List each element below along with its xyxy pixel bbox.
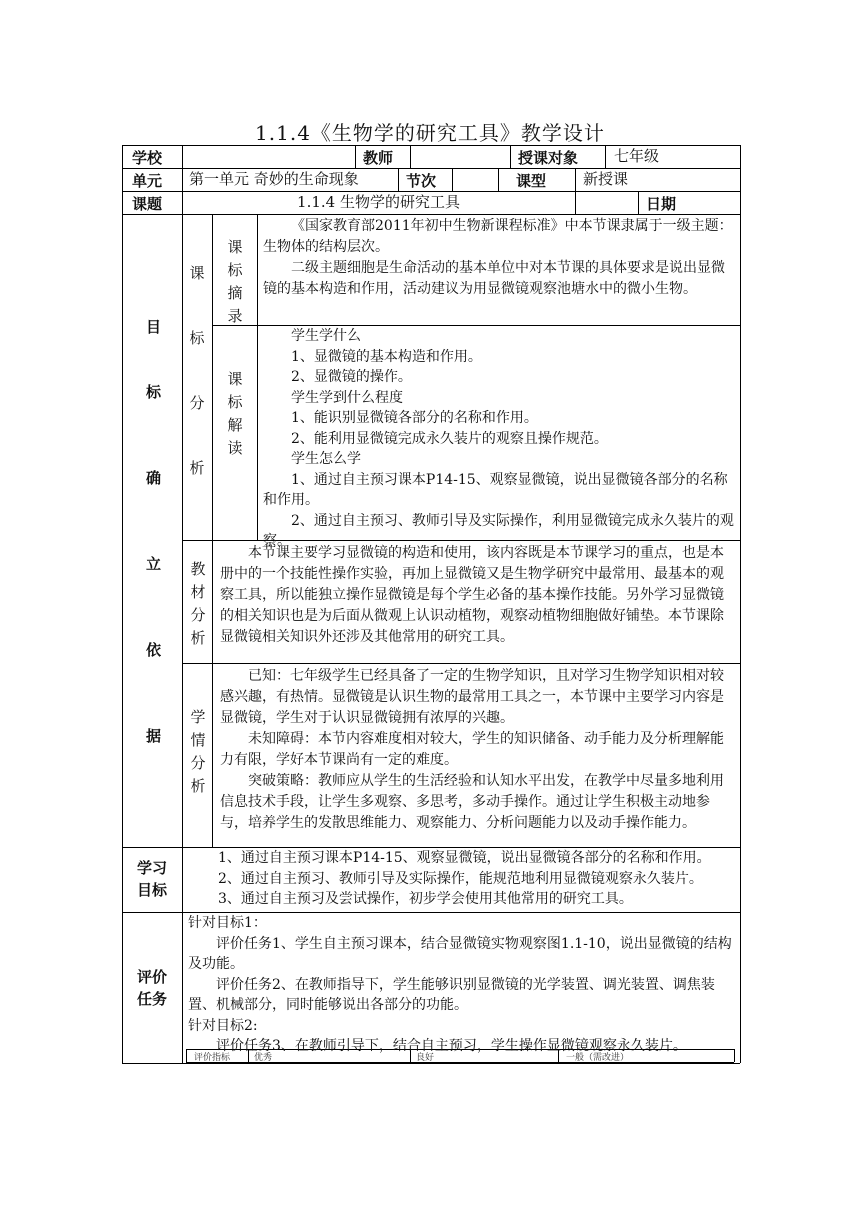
- curriculum-char: 标: [189, 329, 205, 347]
- section-label: 节次: [406, 172, 437, 190]
- textbook-analysis-label: [188, 558, 208, 650]
- task-item: 评价任务2、在教师指导下，学生能够识别显微镜的光学装置、调光装置、调焦装置、机械部分，同时能够说出各部分的功能。: [188, 976, 715, 1013]
- students-char: 分: [190, 754, 206, 772]
- interpret-line: 1、通过自主预习课本P14-15、观察显微镜，说出显微镜各部分的名称和作用。: [263, 471, 728, 508]
- basis-char: 立: [146, 555, 162, 573]
- goal-item: 2、通过自主预习、教师引导及实际操作，能规范地利用显微镜观察永久装片。: [218, 870, 703, 887]
- task-item: 评价任务1、学生自主预习课本，结合显微镜实物观察图1.1-10，说出显微镜的结构及功能。: [188, 935, 732, 972]
- school-label: 学校: [132, 149, 163, 167]
- excerpt-char: 录: [227, 307, 243, 325]
- task-target: 针对目标1：: [188, 915, 267, 931]
- excerpt-char: 摘: [227, 284, 243, 302]
- students-char: 析: [190, 777, 206, 795]
- task-target: 针对目标2:: [188, 1017, 258, 1034]
- interpret-line: 1、显微镜的基本构造和作用。: [291, 348, 482, 365]
- interpret-char: 课: [227, 370, 243, 388]
- interpret-line: 1、能识别显微镜各部分的名称和作用。: [291, 410, 538, 426]
- type-label: 课型: [516, 172, 547, 190]
- excerpt-char: 标: [227, 261, 243, 279]
- document-title: 1.1.4《生物学的研究工具》教学设计: [255, 121, 605, 145]
- interpret-line: 2、显微镜的操作。: [291, 369, 412, 385]
- textbook-char: 教: [190, 560, 206, 578]
- interpret-line: 学生怎么学: [291, 451, 361, 467]
- interpret-line: 2、通过自主预习、教师引导及实际操作，利用显微镜完成永久装片的观察。: [263, 512, 734, 549]
- unit-value: 第一单元 奇妙的生命现象: [189, 170, 359, 188]
- topic-label: 课题: [132, 195, 163, 213]
- textbook-char: 分: [190, 606, 206, 624]
- students-char: 学: [190, 708, 206, 726]
- curriculum-char: 分: [189, 394, 205, 412]
- students-char: 情: [190, 731, 206, 749]
- tasks-text: [188, 913, 736, 1057]
- goals-list: [218, 848, 738, 910]
- tasks-label-line: 评价: [136, 968, 167, 986]
- interpret-line: 学生学到什么程度: [291, 389, 403, 406]
- goal-item: 3、通过自主预习及尝试操作，初步学会使用其他常用的研究工具。: [218, 891, 633, 907]
- textbook-char: 析: [190, 629, 206, 647]
- interpret-char: 标: [227, 393, 243, 411]
- task-item: 评价任务3、在教师引导下，结合自主预习，学生操作显微镜观察永久装片。: [216, 1038, 687, 1054]
- unit-label: 单元: [132, 172, 163, 190]
- curriculum-char: 课: [189, 264, 205, 282]
- excerpt-text: [263, 216, 735, 300]
- basis-char: 目: [146, 318, 162, 336]
- students-paragraph: 未知障碍：本节内容难度相对较大，学生的知识储备、动手能力及分析理解能力有限，学好本节课尚有一定的难度。: [220, 731, 724, 768]
- basis-char: 据: [146, 727, 162, 745]
- tasks-label: [134, 966, 170, 1010]
- date-label: 日期: [646, 195, 677, 213]
- interpret-text: [263, 326, 735, 552]
- interpret-line: 2、能利用显微镜完成永久装片的观察且操作规范。: [291, 430, 608, 447]
- goals-label-line: 学习: [136, 859, 167, 877]
- students-paragraph: 突破策略：教师应从学生的生活经验和认知水平出发，在教学中尽量多地利用信息技术手段，让学生多观察、多思考，多动手操作。通过让学生积极主动地参与，培养学生的发散思维能力、观察能力、分析问题能力以及动手操作能力。: [220, 773, 724, 831]
- goals-label-line: 目标: [136, 881, 167, 899]
- topic-value: 1.1.4 生物学的研究工具: [297, 193, 460, 211]
- tasks-label-line: 任务: [136, 990, 167, 1008]
- excerpt-paragraph: 二级主题细胞是生命活动的基本单位中对本节课的具体要求是说出显微镜的基本构造和作用，活动建议为用显微镜观察池塘水中的微小生物。: [263, 260, 725, 297]
- curriculum-char: 析: [189, 459, 205, 477]
- interpret-char: 解: [227, 416, 243, 434]
- rubric-header-cell: 优秀: [254, 1053, 273, 1063]
- goal-item: 1、通过自主预习课本P14-15、观察显微镜，说出显微镜各部分的名称和作用。: [218, 850, 711, 866]
- basis-char: 确: [146, 469, 162, 487]
- rubric-header-cell: 良好: [416, 1053, 435, 1063]
- textbook-char: 材: [190, 583, 206, 601]
- interpret-line: 学生学什么: [291, 328, 361, 344]
- rubric-header-cell: 一般（需改进）: [566, 1053, 630, 1063]
- target-label: 授课对象: [518, 149, 579, 167]
- students-paragraph: 已知：七年级学生已经具备了一定的生物学知识，且对学习生物学知识相对较感兴趣，有热情。显微镜是认识生物的最常用工具之一，本节课中主要学习内容是显微镜，学生对于认识显微镜拥有浓厚的兴趣。: [220, 668, 724, 726]
- interpret-char: 读: [227, 439, 243, 457]
- target-value: 七年级: [614, 147, 660, 165]
- excerpt-paragraph: 《国家教育部2011年初中生物新课程标准》中本节课隶属于一级主题：生物体的结构层次。: [263, 218, 733, 255]
- basis-char: 依: [146, 641, 162, 659]
- students-text: [220, 666, 735, 834]
- textbook-paragraph: 本节课主要学习显微镜的构造和使用，该内容既是本节课学习的重点，也是本册中的一个技能性操作实验，再加上显微镜又是生物学研究中最常用、最基本的观察工具，所以能独立操作显微镜是每个学生必备的基本操作技能。另外学习显微镜的相关知识也是为后面从微观上认识动植物，观察动植物细胞做好铺垫。本节课除显微镜相关知识外还涉及其他常用的研究工具。: [220, 545, 724, 645]
- students-analysis-label: [188, 706, 208, 798]
- rubric-header-cell: 评价指标: [194, 1053, 231, 1063]
- teacher-label: 教师: [363, 149, 394, 167]
- type-value: 新授课: [583, 170, 629, 188]
- excerpt-char: 课: [227, 238, 243, 256]
- goals-label: [134, 857, 170, 901]
- basis-char: 标: [146, 383, 162, 401]
- textbook-text: [220, 543, 735, 648]
- excerpt-label: [222, 236, 248, 328]
- interpret-label: [222, 368, 248, 460]
